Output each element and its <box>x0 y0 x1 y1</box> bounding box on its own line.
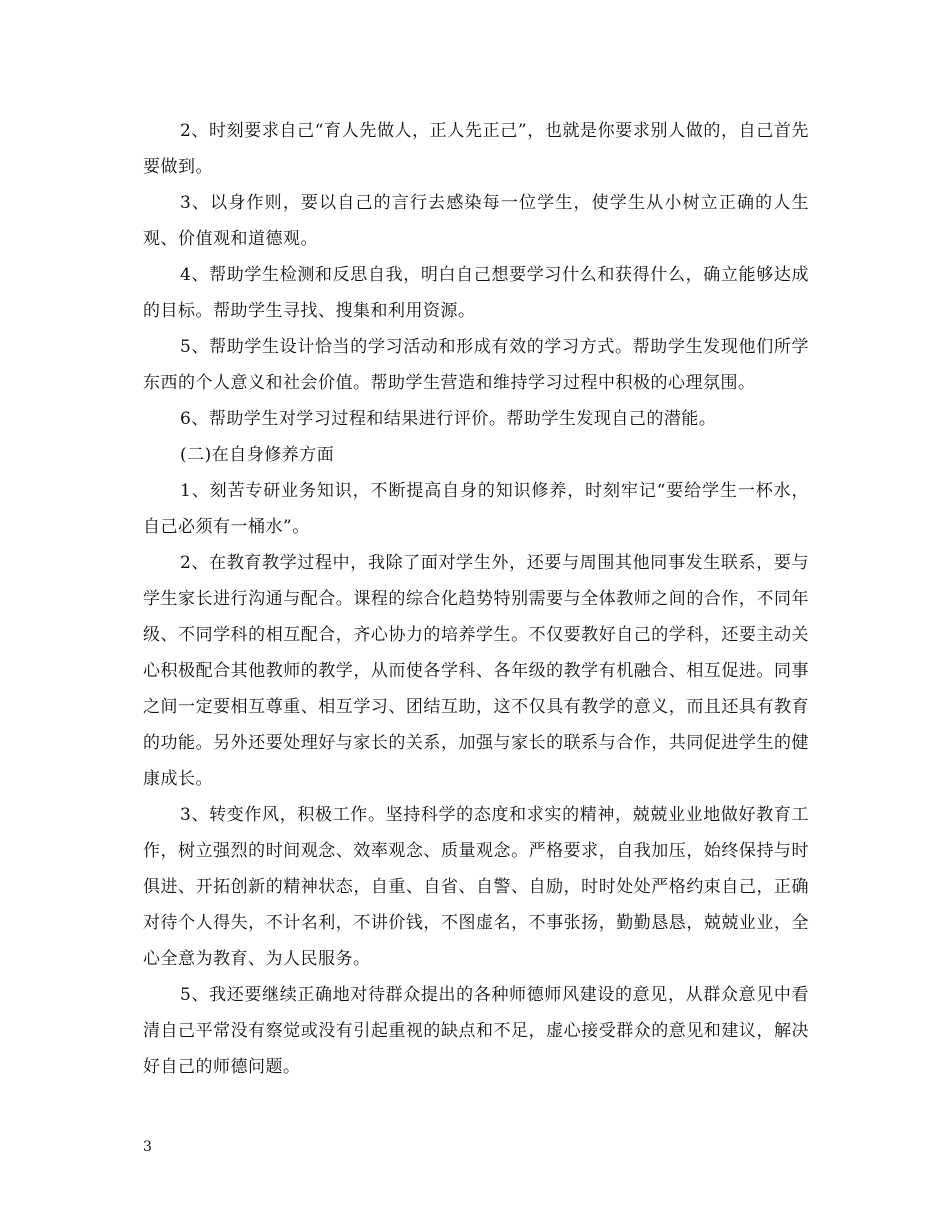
paragraph-item-5: 5、帮助学生设计恰当的学习活动和形成有效的学习方式。帮助学生发现他们所学东西的个人意义和社会价值。帮助学生营造和维持学习过程中积极的心理氛围。 <box>143 337 809 393</box>
paragraph-item-2: 2、时刻要求自己“育人先做人，正人先正己”，也就是你要求别人做的，自己首先要做到。 <box>143 121 809 177</box>
paragraph-item-6: 6、帮助学生对学习过程和结果进行评价。帮助学生发现自己的潜能。 <box>180 409 717 429</box>
page-number: 3 <box>143 1139 152 1155</box>
paragraph-item-4: 4、帮助学生检测和反思自我，明白自己想要学习什么和获得什么，确立能够达成的目标。帮助学生寻找、搜集和利用资源。 <box>143 265 809 321</box>
paragraph-self-5: 5、我还要继续正确地对待群众提出的各种师德师风建设的意见，从群众意见中看清自己平常没有察觉或没有引起重视的缺点和不足，虚心接受群众的意见和建议，解决好自己的师德问题。 <box>143 985 809 1077</box>
paragraph-self-1: 1、刻苦专研业务知识，不断提高自身的知识修养，时刻牢记“要给学生一杯水，自己必须有一桶水”。 <box>143 481 809 537</box>
paragraph-self-2: 2、在教育教学过程中，我除了面对学生外，还要与周围其他同事发生联系，要与学生家长进行沟通与配合。课程的综合化趋势特别需要与全体教师之间的合作，不同年级、不同学科的相互配合，齐心协力的培养学生。不仅要教好自己的学科，还要主动关心积极配合其他教师的教学，从而使各学科、各年级的教学有机融合、相互促进。同事之间一定要相互尊重、相互学习、团结互助，这不仅具有教学的意义，而且还具有教育的功能。另外还要处理好与家长的关系，加强与家长的联系与合作，共同促进学生的健康成长。 <box>143 553 809 789</box>
section-heading: (二)在自身修养方面 <box>180 445 335 465</box>
paragraph-item-3: 3、以身作则，要以自己的言行去感染每一位学生，使学生从小树立正确的人生观、价值观和道德观。 <box>143 193 809 249</box>
paragraph-self-3: 3、转变作风，积极工作。坚持科学的态度和求实的精神，兢兢业业地做好教育工作，树立强烈的时间观念、效率观念、质量观念。严格要求，自我加压，始终保持与时俱进、开拓创新的精神状态，自重、自省、自警、自励，时时处处严格约束自己，正确对待个人得失，不计名利，不讲价钱，不图虚名，不事张扬，勤勤恳恳，兢兢业业，全心全意为教育、为人民服务。 <box>143 805 809 969</box>
document-body <box>143 113 809 1085</box>
